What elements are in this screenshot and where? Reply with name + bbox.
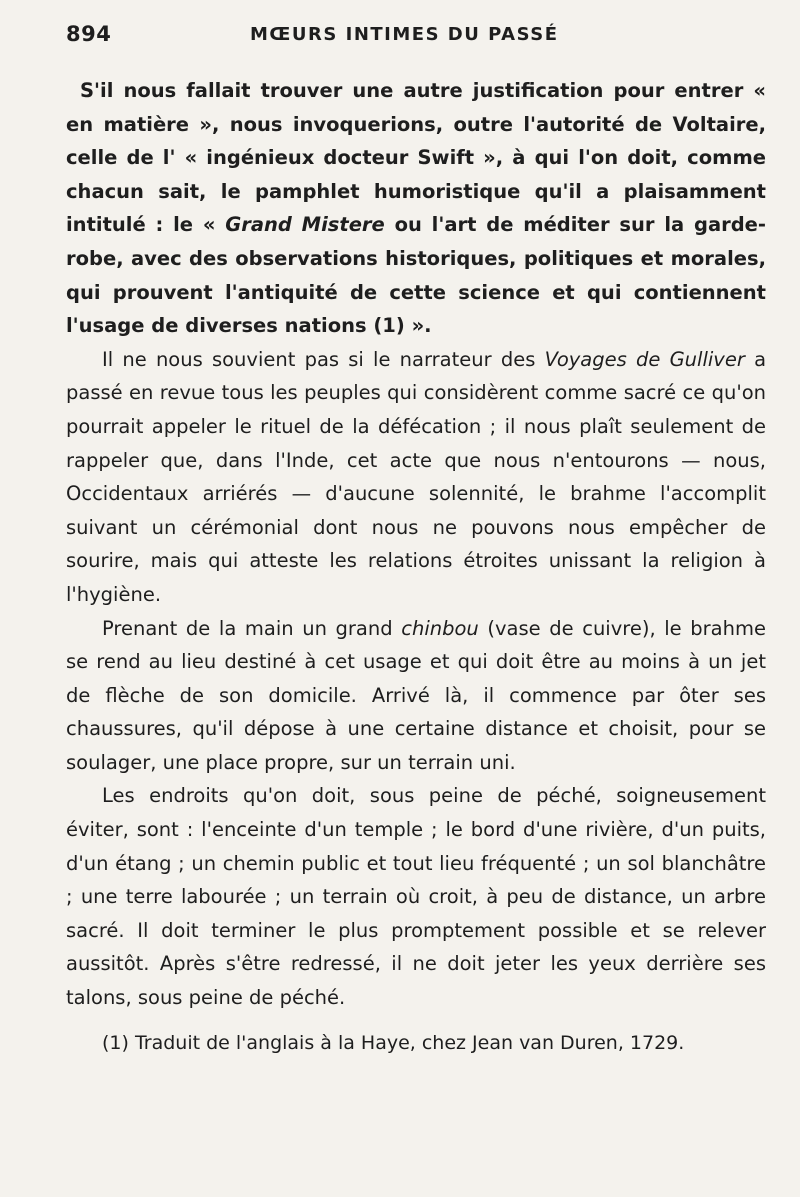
paragraph-2-start: Il ne nous souvient pas si le narrateur des: [102, 347, 536, 371]
paragraph-1-text: S'il nous fallait trouver une autre justification pour entrer « en matière », nous invoquerions, outre l'autorité de Voltaire, celle de l' « ingénieux docteur Swift », à qui l'on doit, comme chacun sait, le pamphlet humoristique qu'il a plaisamment intitulé : le «: [66, 79, 766, 237]
paragraph-1: [66, 74, 766, 343]
paragraph-2-end: a passé en revue tous les peuples qui considèrent comme sacré ce qu'on pourrait appeler le rituel de la défécation ; il nous plaît seulement de rappeler que, dans l'Inde, cet acte que nous n'entourons — nous, Occidentaux arriérés — d'aucune solennité, le brahme l'accomplit suivant un cérémonial dont nous ne pouvons nous empêcher de sourire, mais qui atteste les relations étroites unissant la religion à l'hygiène.: [66, 347, 767, 606]
book-title-gulliver: Voyages de Gulliver: [544, 347, 745, 371]
book-title-grand-mistere: Grand Mistere: [225, 213, 385, 237]
paragraph-3-end: (vase de cuivre), le brahme se rend au lieu destiné à cet usage et qui doit être au moins à un jet de flèche de son domicile. Arrivé là, il commence par ôter ses chaussures, qu'il dépose à une certaine distance et choisit, pour se soulager, une place propre, sur un terrain uni.: [66, 616, 766, 774]
paragraph-2: [66, 343, 766, 612]
body-text: [66, 74, 766, 1015]
term-chinbou: chinbou: [401, 616, 479, 640]
paragraph-3-start: Prenant de la main un grand: [102, 616, 393, 640]
page-header: [66, 22, 760, 52]
page-number: 894: [66, 22, 112, 46]
paragraph-1-end: ou l'art de méditer sur la garde-robe, avec des observations historiques, politiques et morales, qui prouvent l'antiquité de cette science et qui contiennent l'usage de diverses nations (1) ».: [66, 213, 766, 338]
paragraph-3: [66, 612, 766, 780]
paragraph-4: Les endroits qu'on doit, sous peine de péché, soigneusement éviter, sont : l'enceinte d'un temple ; le bord d'une rivière, d'un puits, d'un étang ; un chemin public et tout lieu fréquenté ; un sol blanchâtre ; une terre labourée ; un terrain où croit, à peu de distance, un arbre sacré. Il doit terminer le plus promptement possible et se relever aussitôt. Après s'être redressé, il ne doit jeter les yeux derrière ses talons, sous peine de péché.: [66, 784, 766, 1010]
footnote: [66, 1028, 766, 1058]
footnote-text: (1) Traduit de l'anglais à la Haye, chez Jean van Duren, 1729.: [102, 1032, 685, 1054]
running-title: MŒURS INTIMES DU PASSÉ: [250, 24, 559, 45]
